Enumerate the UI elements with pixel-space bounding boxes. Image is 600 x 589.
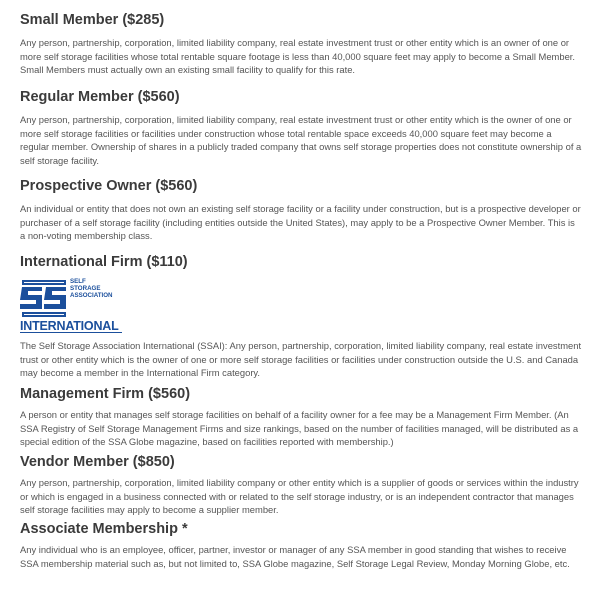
prospective-owner-description: An individual or entity that does not own an existing self storage facility or a facility under construction, but is a prospective developer or purchaser of a self storage facility (including entities outside the United States), may apply to be a Prospective Owner Member. This is a non-voting membership class. bbox=[20, 203, 581, 241]
section-regular-member bbox=[20, 88, 582, 167]
section-vendor-member bbox=[20, 453, 582, 517]
section-prospective-owner bbox=[20, 177, 582, 243]
small-member-heading: Small Member ($285) bbox=[20, 12, 165, 28]
vendor-member-heading: Vendor Member ($850) bbox=[20, 454, 175, 470]
section-small-member bbox=[20, 11, 582, 77]
section-associate-membership bbox=[20, 520, 582, 570]
prospective-owner-heading: Prospective Owner ($560) bbox=[20, 178, 198, 194]
logo-line-association: ASSOCIATION bbox=[70, 291, 113, 299]
section-management-firm bbox=[20, 385, 582, 449]
ssa-international-logo bbox=[20, 278, 124, 334]
ssa-logo-mark-icon bbox=[20, 278, 70, 320]
logo-line-self: SELF bbox=[70, 278, 86, 285]
management-firm-heading: Management Firm ($560) bbox=[20, 386, 191, 402]
section-international-firm bbox=[20, 253, 582, 380]
international-firm-description: The Self Storage Association International (SSAI): Any person, partnership, corporation, limited liability company, real estate investment trust or other entity which is the owner of one or more self storage facilities or facilities under construction outside the U.S. and Canada may become a member in the International Firm category. bbox=[20, 340, 582, 378]
management-firm-description: A person or entity that manages self storage facilities on behalf of a facility owner for a fee may be a Management Firm Member. (An SSA Registry of Self Storage Management Firms and size rankings, based on the number of facilities managed, will be distributed as a special edition of the SSA Globe magazine, based on facilities reported with membership.) bbox=[20, 409, 579, 447]
logo-line-storage: STORAGE bbox=[70, 284, 101, 292]
logo-wordmark-international: INTERNATIONAL bbox=[20, 320, 122, 333]
regular-member-description: Any person, partnership, corporation, limited liability company, real estate investment trust or other entity which is the owner of one or more self storage facilities or facilities under construction whose total rentable space exceeds 40,000 square feet may become a regular member. Ownership of shares in a publicly traded company that owns self storage properties does not constitute ownership of a self storage facility. bbox=[20, 114, 582, 166]
small-member-description: Any person, partnership, corporation, limited liability company, real estate investment trust or other entity which is an owner of one or more self storage facilities whose total rentable square footage is less than 40,000 square feet may apply to become a Small Member. Small Members must actually own an existing small facility to qualify for this rate. bbox=[20, 37, 575, 75]
associate-membership-description: Any individual who is an employee, officer, partner, investor or manager of any SSA member in good standing that wishes to receive SSA membership material such as, but not limited to, SSA Globe magazine, Self Storage Legal Review, Monday Morning Globe, etc. bbox=[20, 544, 570, 569]
vendor-member-description: Any person, partnership, corporation, limited liability company or other entity which is a supplier of goods or services within the industry or which is engaged in a business connected with or related to the self storage industry, or is an independent contractor that manages self storage facilities may apply to become a supplier member. bbox=[20, 477, 579, 515]
international-firm-heading: International Firm ($110) bbox=[20, 254, 188, 270]
associate-membership-heading: Associate Membership * bbox=[20, 521, 188, 537]
ssa-logo-text bbox=[70, 279, 130, 299]
regular-member-heading: Regular Member ($560) bbox=[20, 89, 180, 105]
